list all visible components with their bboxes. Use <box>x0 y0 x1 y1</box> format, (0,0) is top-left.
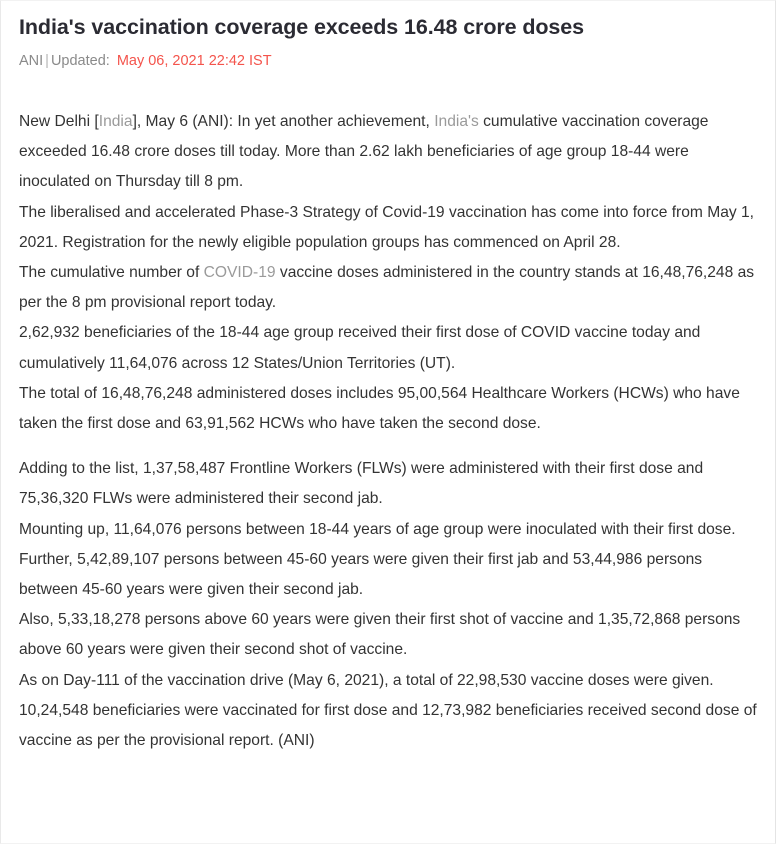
inline-link[interactable]: COVID-19 <box>203 264 276 282</box>
page-title: India's vaccination coverage exceeds 16.48 crore doses <box>19 15 584 39</box>
paragraph-block <box>19 454 757 756</box>
article-paragraph <box>19 107 757 198</box>
paragraph-text: Adding to the list, 1,37,58,487 Frontline Workers (FLWs) were administered with their first dose and 75,36,320 FLWs were administered their second jab. <box>19 460 704 508</box>
article-paragraph <box>19 545 757 605</box>
paragraph-text: The cumulative number of <box>19 264 204 282</box>
paragraph-text: 2,62,932 beneficiaries of the 18-44 age group received their first dose of COVID vaccine today and cumulatively 11,64,076 across 12 States/Union Territories (UT). <box>19 324 701 372</box>
inline-link[interactable]: India's <box>434 113 479 130</box>
article-paragraph <box>19 666 757 757</box>
article-paragraph <box>19 379 757 439</box>
paragraph-text: ], May 6 (ANI): In yet another achievement, <box>132 113 435 130</box>
byline-updated-label: Updated: <box>50 53 110 69</box>
paragraph-text: As on Day-111 of the vaccination drive (May 6, 2021), a total of 22,98,530 vaccine doses were given. 10,24,548 beneficiaries were vaccinated for first dose and 12,73,982 beneficiaries received second dose of vaccine as per the provisional report. (ANI) <box>19 671 757 750</box>
paragraph-text: The total of 16,48,76,248 administered doses includes 95,00,564 Healthcare Workers (HCWs) who have taken the first dose and 63,91,562 HCWs who have taken the second dose. <box>19 384 740 433</box>
byline-separator: | <box>45 53 49 69</box>
paragraph-text: vaccine doses administered in the country stands at 16,48,76,248 as per the 8 pm provisional report today. <box>19 264 755 312</box>
paragraph-text: Mounting up, 11,64,076 persons between 18-44 years of age group were inoculated with their first dose. <box>19 520 736 538</box>
article-paragraph <box>19 258 757 318</box>
byline-timestamp: May 06, 2021 22:42 IST <box>116 53 272 69</box>
paragraph-text: cumulative vaccination coverage exceeded 16.48 crore doses till today. More than 2.62 lakh beneficiaries of age group 18-44 were inoculated on Thursday till 8 pm. <box>19 113 709 191</box>
article-paragraph <box>19 515 757 545</box>
inline-link[interactable]: India <box>98 113 133 130</box>
article-body <box>19 107 757 756</box>
article-paragraph <box>19 318 757 378</box>
article-paragraph <box>19 605 757 665</box>
byline-source: ANI <box>19 53 44 69</box>
paragraph-text: The liberalised and accelerated Phase-3 Strategy of Covid-19 vaccination has come into force from May 1, 2021. Registration for the newly eligible population groups has commenced on April 28. <box>19 203 755 251</box>
paragraph-text: Further, 5,42,89,107 persons between 45-60 years were given their first jab and 53,44,986 persons between 45-60 years were given their second jab. <box>19 550 703 599</box>
paragraph-text: Also, 5,33,18,278 persons above 60 years were given their first shot of vaccine and 1,35,72,868 persons above 60 years were given their second shot of vaccine. <box>19 611 741 659</box>
paragraph-block <box>19 107 757 439</box>
article-paragraph <box>19 198 757 258</box>
byline <box>19 51 757 71</box>
article-paragraph <box>19 454 757 514</box>
paragraph-text: New Delhi [ <box>19 113 99 130</box>
